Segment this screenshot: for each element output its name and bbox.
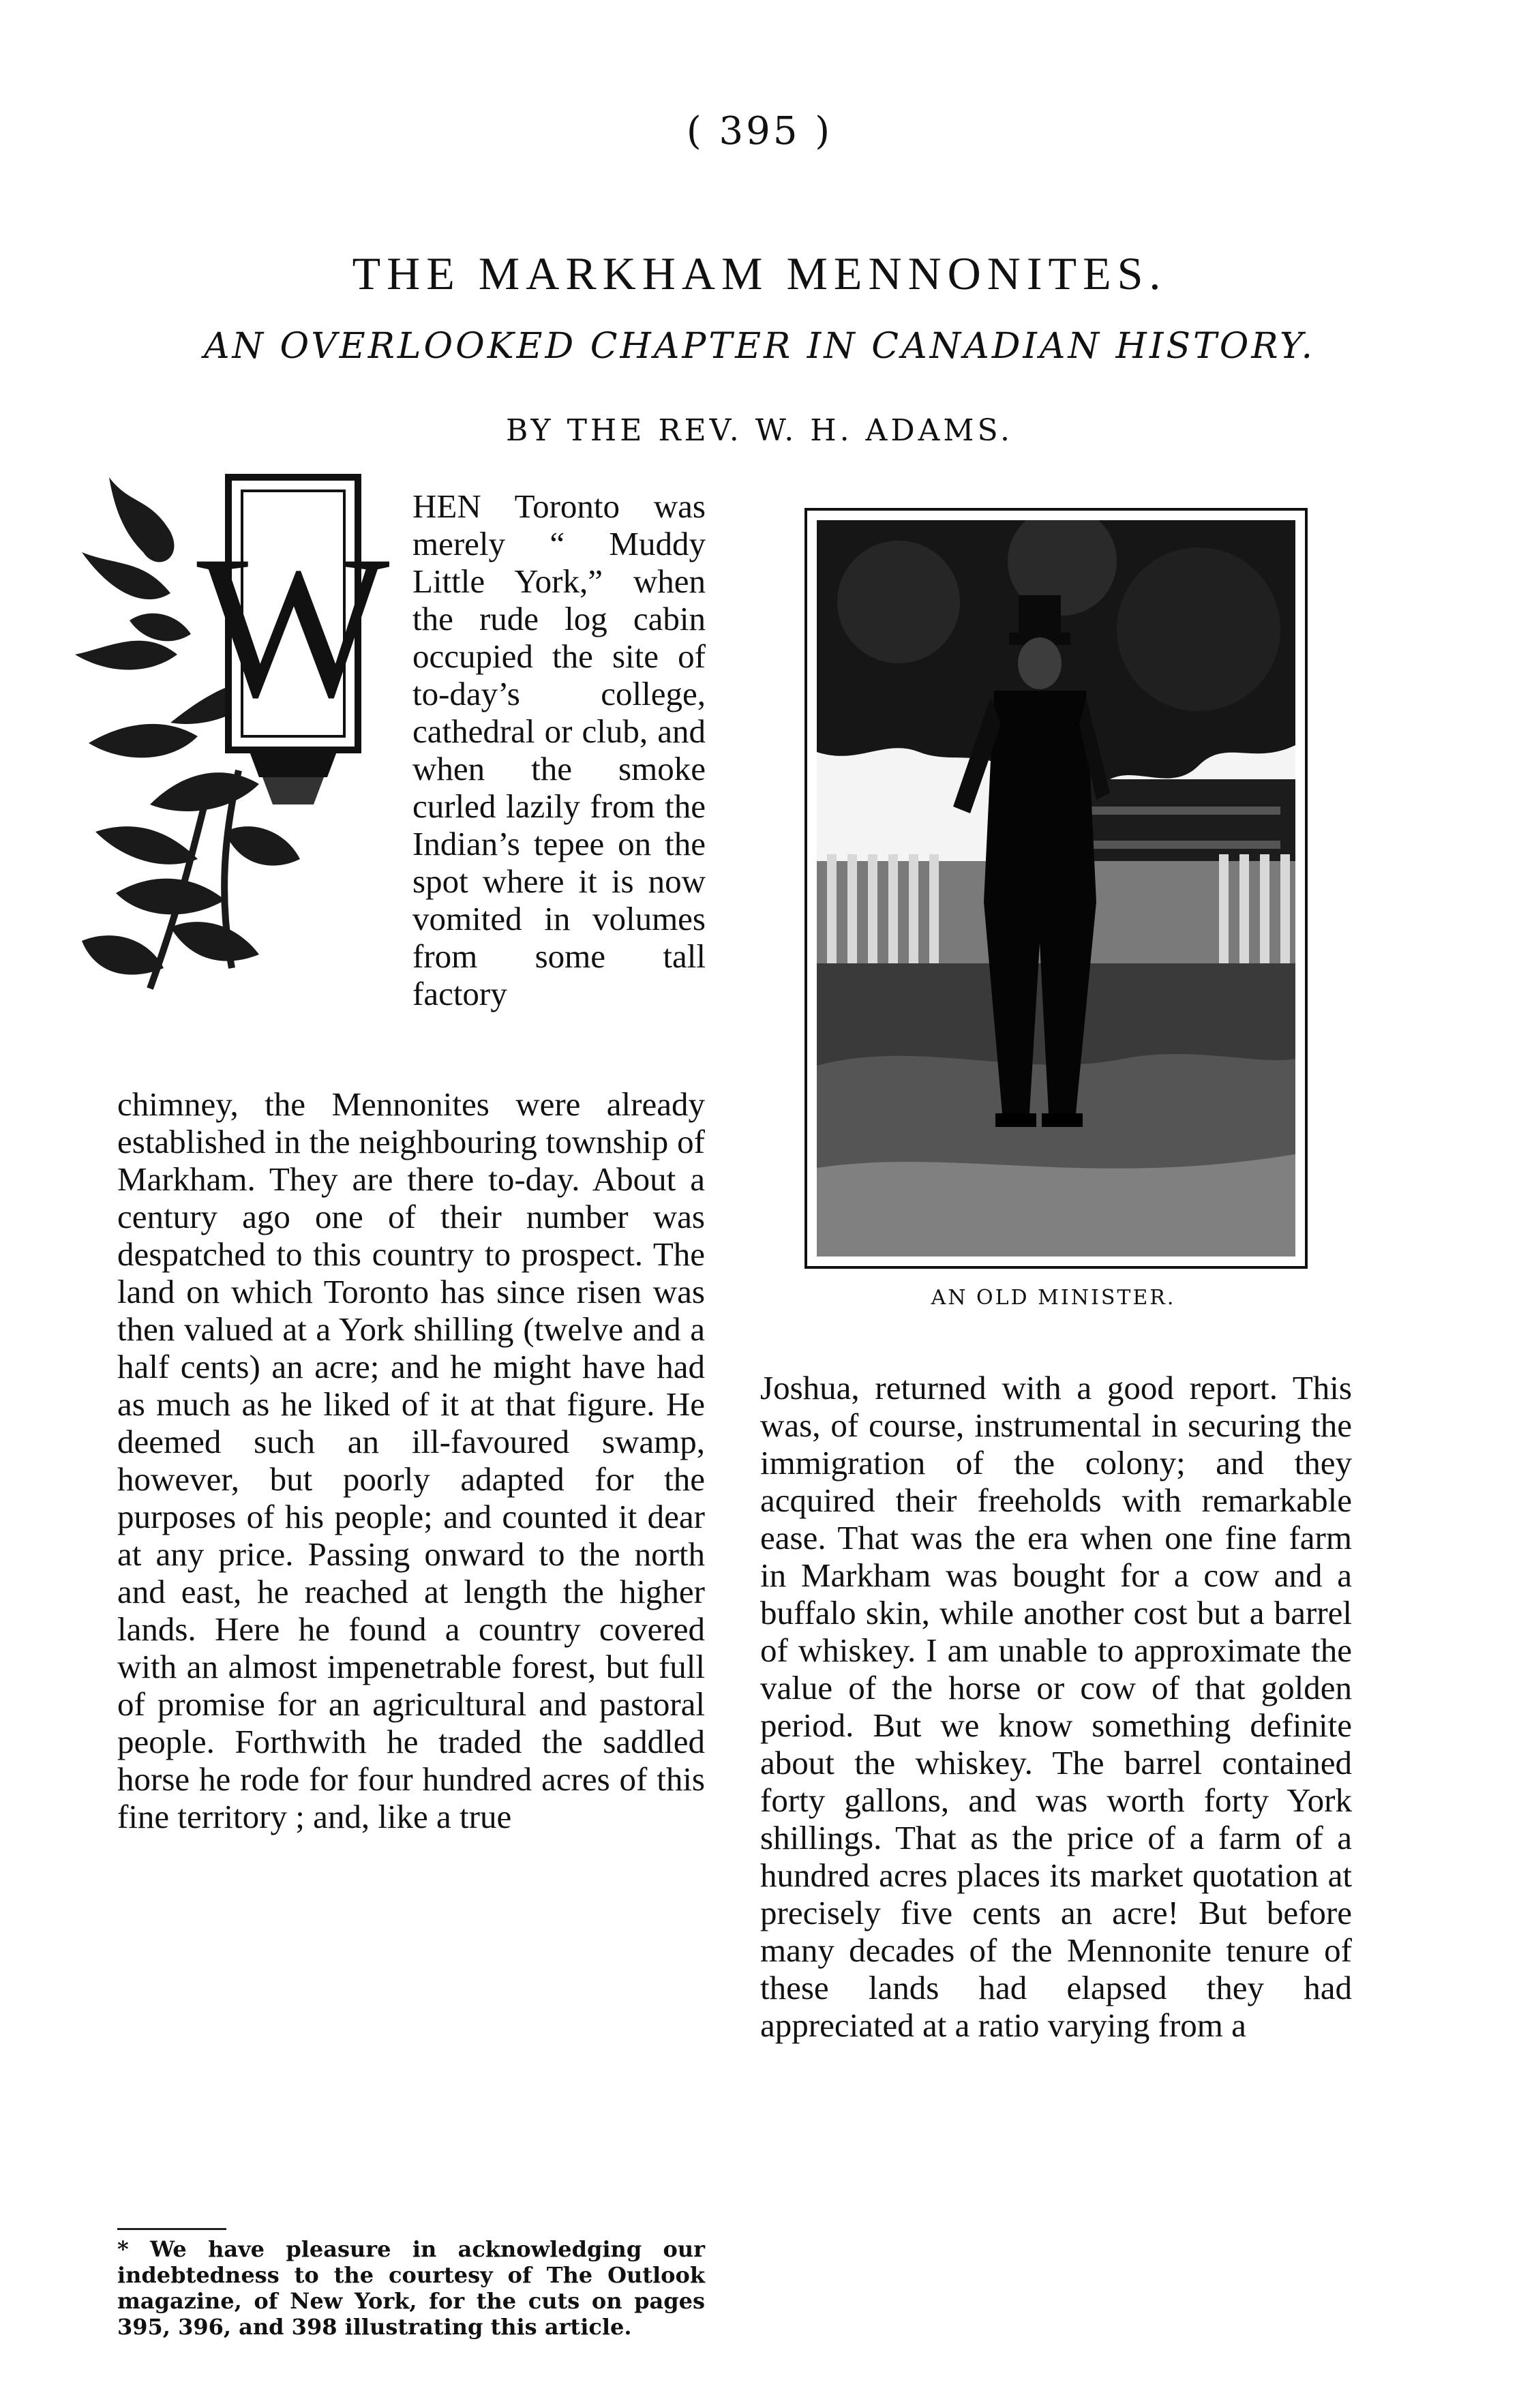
old-minister-photo <box>817 520 1295 1256</box>
paragraph-left: chimney, the Mennonites were already established in the neighbouring township of Markham. They are there to-day. About a century ago one of their number was despatched to this country to prospect. The land on which Toronto has since risen was then valued at a York shilling (twelve and a half cents) an acre; and he might have had as much as he liked of it at that figure. He deemed such an ill-favoured swamp, however, but poorly adapted for the purposes of his people; and counted it dear at any price. Passing onward to the north and east, he reached at length the higher lands. Here he found a country covered with an almost impenetrable forest, but full of promise for an agricultural and pastoral people. Forthwith he traded the saddled horse he rode for four hundred acres of this fine territory ; and, like a true <box>117 1085 705 1835</box>
left-column-top-text <box>412 487 706 1012</box>
footnote-rule <box>117 2228 226 2230</box>
article-title: THE MARKHAM MENNONITES. <box>352 247 1167 299</box>
photo-caption: AN OLD MINISTER. <box>931 1286 1176 1310</box>
footnote: * We have pleasure in acknowledging our indebtedness to the courtesy of The Outlook magazine, of New York, for the cuts on pages 395, 396, and 398 illustrating this article. <box>117 2236 705 2340</box>
article-subtitle: AN OVERLOOKED CHAPTER IN CANADIAN HISTORY. <box>203 326 1316 367</box>
right-column-body <box>760 1369 1352 2044</box>
photo-frame <box>804 508 1308 1269</box>
page-number: ( 395 ) <box>686 109 833 153</box>
byline: BY THE REV. W. H. ADAMS. <box>505 413 1013 448</box>
paragraph-intro: HEN Toronto was merely “ Muddy Little York,” when the rude log cabin occupied the site of to-day’s college, cathedral or club, and when the smoke curled lazily from the Indian’s tepee on the spot where it is now vomited in volumes from some tall factory <box>412 487 706 1012</box>
drop-cap-ornament <box>68 450 395 1009</box>
drop-cap-letter: W <box>196 513 390 740</box>
left-column-body <box>117 1085 705 1835</box>
paragraph-right: Joshua, returned with a good report. This was, of course, instrumental in securing the immigration of the colony; and they acquired their freeholds with remarkable ease. That was the era when one fine farm in Markham was bought for a cow and a buffalo skin, while another cost but a barrel of whiskey. I am unable to approximate the value of the horse or cow of that golden period. But we know something definite about the whiskey. The barrel contained forty gallons, and was worth forty York shillings. That as the price of a farm of a hundred acres places its market quotation at precisely five cents an acre! But before many decades of the Mennonite tenure of these lands had elapsed they had appreciated at a ratio varying from a <box>760 1369 1352 2044</box>
